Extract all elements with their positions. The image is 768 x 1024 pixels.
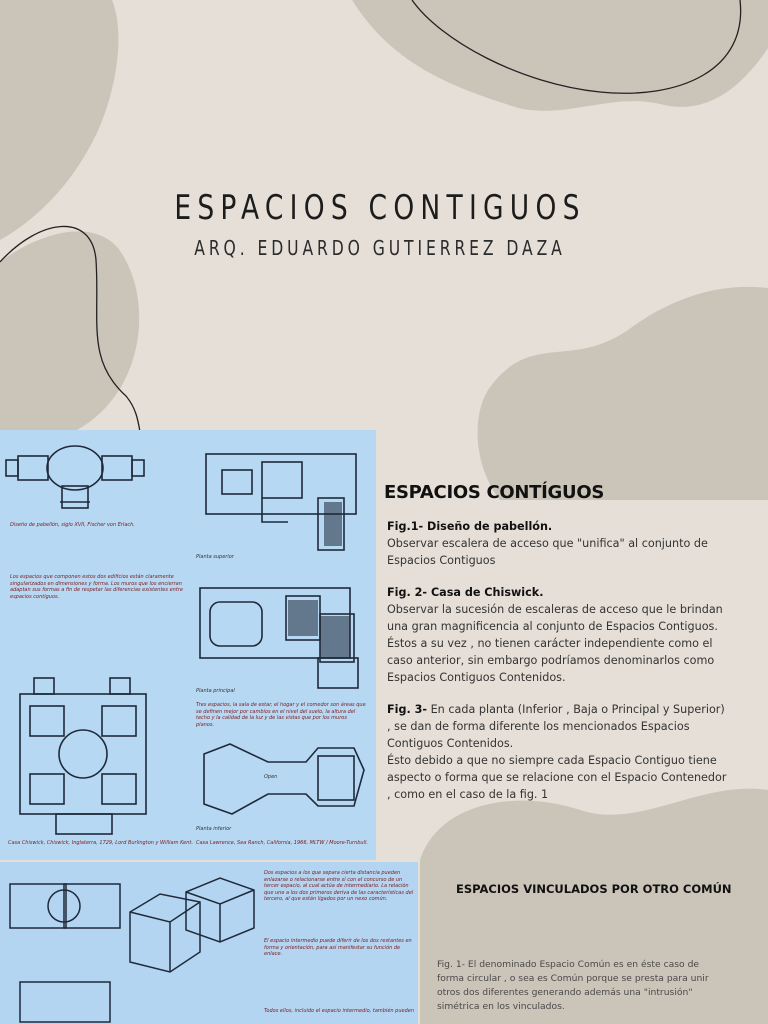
label-main-floor: Planta principal bbox=[196, 688, 235, 694]
left-paragraph: Los espacios que componen estos dos edificios están claramente singularizados en dimensiones y forma. Los muros que los encierran adaptan sus formas a fin de respetar las diferencias existentes entre espacios contiguos. bbox=[10, 574, 183, 600]
lower-floor-plan bbox=[204, 744, 364, 814]
espacios-contiguos-panel bbox=[384, 482, 729, 814]
fig3-title: Fig. 3- bbox=[387, 703, 428, 716]
fig3-text: En cada planta (Inferior , Baja o Principal y Superior) , se dan de forma diferente los mencionados Espacios Contiguos Contenidos. bbox=[387, 703, 725, 750]
floor-plans-drawing bbox=[0, 430, 376, 860]
right-blob bbox=[478, 287, 768, 500]
label-lower-floor: Planta inferior bbox=[196, 826, 232, 832]
fig2-text: Observar la sucesión de escaleras de acceso que le brindan una gran magnificencia al conjunto de Espacios Contiguos. Éstos a su vez , no tienen carácter independiente como el caso anterior, sin embargo podríamos denominarlos como Espacios Contiguos Contenidos. bbox=[387, 603, 723, 684]
author-subtitle: ARQ. EDUARDO GUTIERREZ DAZA bbox=[194, 236, 566, 260]
panel-heading: ESPACIOS CONTÍGUOS bbox=[384, 482, 604, 503]
label-open: Open bbox=[264, 774, 278, 780]
right-paragraph: Tres espacios, la sala de estar, el hogar y el comedor son áreas que se definen mejor por cambios en el nivel del suelo, la altura del techo y la calidad de la luz y de las vistas que por los muros planos. bbox=[196, 702, 366, 728]
top-right-blob bbox=[352, 0, 768, 111]
fig2-title: Fig. 2- Casa de Chiswick. bbox=[387, 586, 544, 599]
chiswick-caption: Casa Chiswick, Chiswick, Inglaterra, 1729, Lord Burlington y William Kent. bbox=[8, 840, 193, 846]
chiswick-house-plan bbox=[20, 678, 146, 834]
pavilion-caption: Diseño de pabellón, siglo XVII, Fischer von Erlach. bbox=[10, 522, 135, 528]
scanned-linked-spaces bbox=[0, 862, 418, 1024]
fig2-paragraph bbox=[387, 584, 729, 686]
scanned-floor-plans bbox=[0, 430, 376, 860]
section2-heading: ESPACIOS VINCULADOS POR OTRO COMÚN bbox=[456, 882, 732, 896]
pavilion-plan bbox=[6, 446, 144, 508]
fig1-text: Observar escalera de acceso que "unifica" al conjunto de Espacios Contiguos bbox=[387, 537, 708, 567]
left-blob bbox=[0, 231, 139, 452]
fig1-paragraph bbox=[387, 518, 729, 569]
lawrence-caption: Casa Lawrence, Sea Ranch, California, 1966, MLTW / Moore-Turnbull. bbox=[196, 840, 368, 846]
linked-para-1: Dos espacios a los que separa cierta distancia pueden enlazarse o relacionarse entre sí con el concurso de un tercer espacio, al cual actúa de intermediario. La relación que une a los dos primeros deriva de las características del tercero, al que están ligados por un nexo común. bbox=[264, 870, 414, 902]
fig3-paragraph bbox=[387, 701, 729, 803]
linked-para-2: El espacio intermedio puede diferir de los dos restantes en forma y orientación, para así manifestar su función de enlace. bbox=[264, 938, 412, 957]
fig3-text-continued: Ésto debido a que no siempre cada Espacio Contiguo tiene aspecto o forma que se relacione con el Espacio Contenedor , como en el caso de la fig. 1 bbox=[387, 754, 727, 801]
label-upper-floor: Planta superior bbox=[196, 554, 234, 560]
fig1-title: Fig.1- Diseño de pabellón. bbox=[387, 520, 553, 533]
section2-fig1-text: Fig. 1- El denominado Espacio Común es en éste caso de forma circular , o sea es Común porque se presta para unir otros dos diferentes generando además una "intrusión" simétrica en los vinculados. bbox=[437, 959, 709, 1012]
page-title: ESPACIOS CONTIGUOS bbox=[174, 188, 586, 228]
linked-para-3: Todos ellos, incluido el espacio intermedio, también pueden bbox=[264, 1008, 414, 1014]
